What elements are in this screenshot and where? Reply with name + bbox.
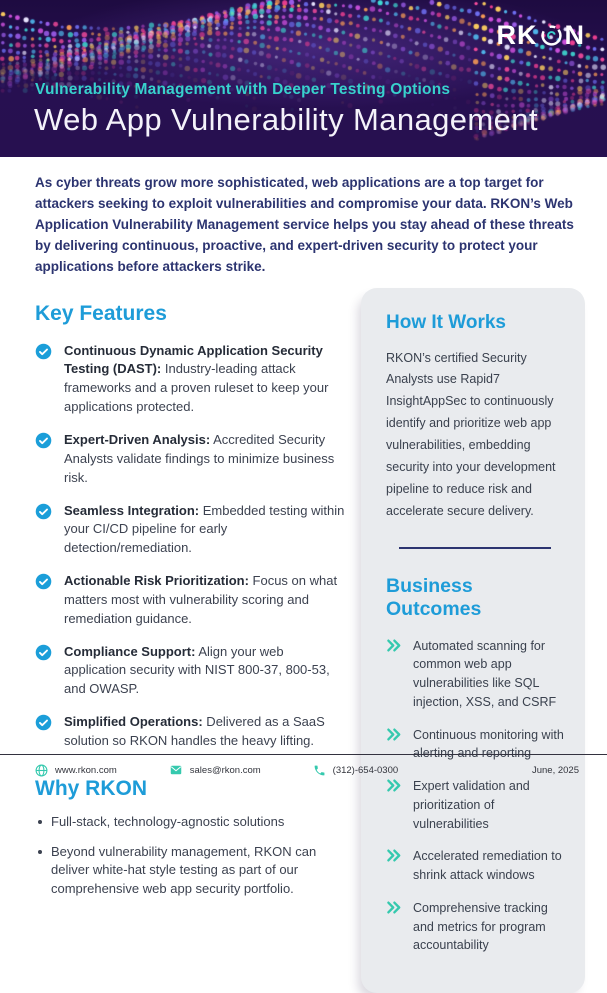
footer-date: June, 2025 — [531, 764, 579, 776]
check-circle-icon — [35, 643, 52, 700]
footer-phone — [313, 764, 399, 777]
feature-desc: Align your web application security with NIST 800-37, 800-53, and OWASP. — [64, 643, 330, 697]
why-rkon-heading: Why RKON — [35, 776, 147, 800]
feature-text — [64, 713, 347, 751]
panel-divider — [399, 547, 551, 549]
feature-desc: Embedded testing within your CI/CD pipeline for early detection/remediation. — [64, 502, 345, 556]
how-it-works-heading: How It Works — [386, 311, 506, 333]
check-circle-icon — [35, 713, 52, 751]
feature-lead: Seamless Integration: — [64, 502, 200, 518]
rkon-logo-text-right: N — [564, 20, 585, 50]
outcome-text: Comprehensive tracking and metrics for program accountability — [413, 900, 548, 953]
feature-text — [64, 431, 347, 488]
phone-icon — [313, 764, 326, 777]
footer-email — [169, 764, 261, 776]
rkon-logo-text-left: RK — [496, 20, 538, 50]
why-rkon-list — [35, 813, 347, 899]
outcome-text: Accelerated remediation to shrink attack windows — [413, 849, 562, 883]
feature-desc: Industry-leading attack frameworks and a proven ruleset to keep your applications protected. — [64, 361, 329, 415]
how-it-works-body: RKON’s certified Security Analysts use Rapid7 InsightAppSec to continuously identify and prioritize web app vulnerabilities, embedding security into your development pipeline to reduce risk and accelerate secure delivery. — [386, 350, 556, 518]
footer — [0, 754, 607, 785]
feature-text — [64, 502, 347, 559]
feature-lead: Continuous Dynamic Application Security Testing (DAST): — [64, 342, 323, 377]
double-chevron-icon — [386, 899, 402, 955]
check-circle-icon — [35, 342, 52, 417]
envelope-icon — [169, 764, 183, 776]
content-columns — [0, 288, 607, 993]
outcome-text: Automated scanning for common web app vulnerabilities like SQL injection, XSS, and CSRF — [413, 638, 557, 709]
footer-website-text: www.rkon.com — [55, 764, 117, 776]
left-column — [35, 288, 347, 993]
feature-item — [35, 643, 347, 700]
feature-text — [64, 342, 347, 417]
double-chevron-icon — [386, 847, 402, 885]
feature-desc: Delivered as a SaaS solution so RKON handles the heavy lifting. — [64, 714, 325, 748]
outcome-item — [386, 899, 564, 955]
outcome-item — [386, 637, 564, 712]
feature-lead: Compliance Support: — [64, 643, 196, 659]
page-title: Web App Vulnerability Management — [34, 102, 538, 137]
outcome-text: Continuous monitoring with alerting and reporting — [413, 727, 564, 761]
feature-desc: Focus on what matters most with vulnerability scoring and remediation guidance. — [64, 573, 338, 626]
rkon-logo-o-icon — [539, 24, 564, 47]
feature-item — [35, 431, 347, 488]
feature-desc: Accredited Security Analysts validate findings to minimize business risk. — [64, 431, 335, 485]
side-panel — [361, 288, 585, 993]
header-banner — [0, 0, 607, 157]
key-features-heading: Key Features — [35, 301, 167, 325]
rkon-logo — [497, 20, 586, 51]
feature-item — [35, 342, 347, 417]
outcome-item — [386, 847, 564, 885]
check-circle-icon — [35, 572, 52, 629]
business-outcomes-heading: Business Outcomes — [386, 574, 482, 620]
double-chevron-icon — [386, 777, 402, 833]
feature-lead: Expert-Driven Analysis: — [64, 431, 211, 447]
footer-email-text: sales@rkon.com — [189, 764, 261, 776]
feature-item — [35, 502, 347, 559]
intro-paragraph: As cyber threats grow more sophisticated, web applications are a top target for attackers seeking to exploit vulnerabilities and compromise your data. RKON’s Web Application Vulnerability Management service helps you stay ahead of these threats by delivering continuous, proactive, and expert-driven security to protect your applications before attackers strike. — [35, 175, 574, 274]
feature-item — [35, 713, 347, 751]
check-circle-icon — [35, 502, 52, 559]
feature-item — [35, 572, 347, 629]
feature-lead: Simplified Operations: — [64, 714, 203, 730]
outcome-text: Expert validation and prioritization of vulnerabilities — [413, 779, 530, 831]
footer-website — [35, 764, 117, 777]
feature-text — [64, 643, 347, 700]
outcome-item — [386, 777, 564, 833]
why-rkon-item: Beyond vulnerability management, RKON can deliver white-hat style testing as part of our comprehensive web app security portfolio. — [35, 843, 347, 900]
feature-text — [64, 572, 347, 629]
feature-lead: Actionable Risk Prioritization: — [64, 573, 249, 589]
header-subtitle: Vulnerability Management with Deeper Testing Options — [35, 81, 451, 98]
why-rkon-item: Full-stack, technology-agnostic solutions — [35, 813, 347, 832]
double-chevron-icon — [386, 637, 402, 712]
check-circle-icon — [35, 431, 52, 488]
footer-phone-text: (312)-654-0300 — [332, 764, 399, 776]
globe-icon — [35, 764, 48, 777]
